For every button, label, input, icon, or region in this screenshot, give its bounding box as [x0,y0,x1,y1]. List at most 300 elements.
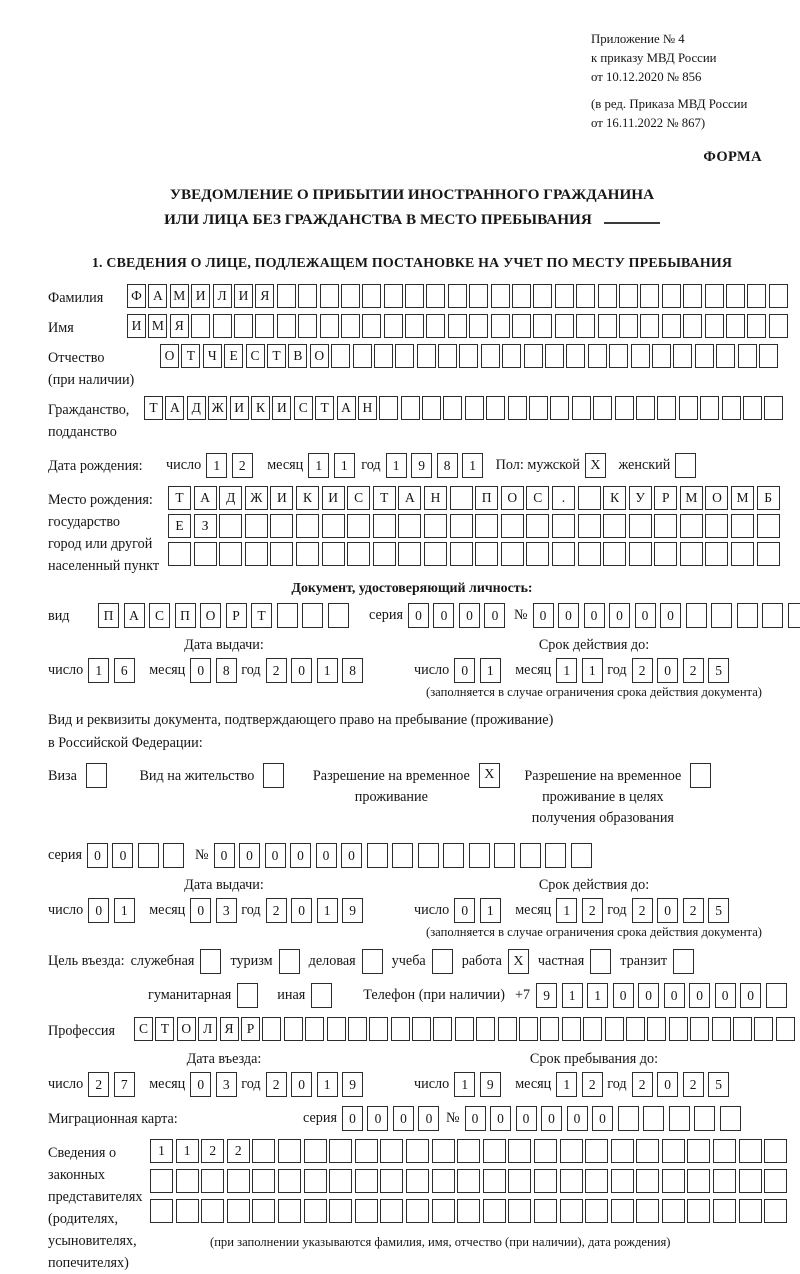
char-cell[interactable]: В [288,344,307,368]
sex-male-checkbox[interactable]: X [585,453,606,478]
char-cell[interactable]: 9 [342,898,363,923]
temp-residence-checkbox[interactable]: X [479,763,500,788]
char-cell[interactable]: 2 [683,898,704,923]
char-cell[interactable] [636,1169,659,1193]
char-cell[interactable] [754,1017,773,1041]
char-cell[interactable] [733,1017,752,1041]
char-cell[interactable] [533,284,552,308]
char-cell[interactable] [603,514,626,538]
char-cell[interactable] [722,396,741,420]
char-cell[interactable] [426,314,445,338]
char-cell[interactable] [640,284,659,308]
char-cell[interactable] [373,514,396,538]
char-cell[interactable]: 0 [558,603,579,628]
char-cell[interactable]: 1 [334,453,355,478]
char-cell[interactable] [560,1199,583,1223]
char-cell[interactable] [585,1139,608,1163]
char-cell[interactable] [747,314,766,338]
char-cell[interactable] [424,542,447,566]
char-cell[interactable] [705,514,728,538]
char-cell[interactable] [443,396,462,420]
char-cell[interactable] [576,284,595,308]
char-cell[interactable] [657,396,676,420]
char-cell[interactable]: М [170,284,189,308]
char-cell[interactable] [643,1106,664,1131]
char-cell[interactable] [769,314,788,338]
char-cell[interactable] [585,1199,608,1223]
char-cell[interactable] [640,314,659,338]
char-cell[interactable]: К [603,486,626,510]
char-cell[interactable]: О [705,486,728,510]
char-cell[interactable]: Н [424,486,447,510]
char-cell[interactable] [213,314,232,338]
char-cell[interactable] [731,514,754,538]
char-cell[interactable] [417,344,436,368]
char-cell[interactable] [494,843,515,868]
char-cell[interactable]: 1 [556,1072,577,1097]
char-cell[interactable] [329,1169,352,1193]
char-cell[interactable]: 3 [216,1072,237,1097]
char-cell[interactable] [227,1199,250,1223]
char-cell[interactable] [469,284,488,308]
char-cell[interactable] [687,1139,710,1163]
char-cell[interactable] [669,1017,688,1041]
char-cell[interactable] [690,1017,709,1041]
char-cell[interactable] [694,1106,715,1131]
char-cell[interactable] [731,542,754,566]
char-cell[interactable]: 1 [562,983,583,1008]
char-cell[interactable] [552,514,575,538]
char-cell[interactable] [562,1017,581,1041]
char-cell[interactable] [395,344,414,368]
purpose-work-checkbox[interactable]: X [508,949,529,974]
char-cell[interactable]: 0 [657,898,678,923]
char-cell[interactable] [654,542,677,566]
char-cell[interactable] [545,344,564,368]
char-cell[interactable]: 2 [232,453,253,478]
char-cell[interactable] [512,284,531,308]
char-cell[interactable]: 0 [454,658,475,683]
char-cell[interactable]: 1 [88,658,109,683]
char-cell[interactable]: Б [757,486,780,510]
char-cell[interactable] [433,1017,452,1041]
char-cell[interactable]: П [475,486,498,510]
char-cell[interactable] [615,396,634,420]
char-cell[interactable] [737,603,758,628]
char-cell[interactable] [138,843,159,868]
residence-permit-checkbox[interactable] [263,763,284,788]
char-cell[interactable] [519,1017,538,1041]
char-cell[interactable]: 1 [317,658,338,683]
char-cell[interactable]: А [337,396,356,420]
char-cell[interactable] [450,486,473,510]
char-cell[interactable]: И [230,396,249,420]
char-cell[interactable] [576,314,595,338]
char-cell[interactable] [571,843,592,868]
char-cell[interactable]: Т [267,344,286,368]
char-cell[interactable] [391,1017,410,1041]
char-cell[interactable] [716,344,735,368]
char-cell[interactable] [631,344,650,368]
char-cell[interactable]: 1 [317,898,338,923]
char-cell[interactable]: О [501,486,524,510]
char-cell[interactable] [278,1199,301,1223]
char-cell[interactable]: 0 [291,898,312,923]
char-cell[interactable] [680,514,703,538]
char-cell[interactable]: М [148,314,167,338]
char-cell[interactable]: Н [358,396,377,420]
char-cell[interactable] [234,314,253,338]
char-cell[interactable] [380,1139,403,1163]
char-cell[interactable] [534,1169,557,1193]
char-cell[interactable] [432,1199,455,1223]
char-cell[interactable] [219,542,242,566]
char-cell[interactable] [418,843,439,868]
char-cell[interactable] [163,843,184,868]
char-cell[interactable]: 3 [216,898,237,923]
char-cell[interactable] [227,1169,250,1193]
char-cell[interactable] [583,1017,602,1041]
char-cell[interactable] [560,1169,583,1193]
char-cell[interactable] [176,1169,199,1193]
char-cell[interactable]: 0 [433,603,454,628]
char-cell[interactable]: 0 [291,1072,312,1097]
char-cell[interactable] [598,284,617,308]
char-cell[interactable] [298,314,317,338]
char-cell[interactable] [578,486,601,510]
char-cell[interactable] [278,1169,301,1193]
char-cell[interactable] [711,603,732,628]
char-cell[interactable] [455,1017,474,1041]
char-cell[interactable]: С [246,344,265,368]
char-cell[interactable] [398,514,421,538]
char-cell[interactable] [498,1017,517,1041]
char-cell[interactable] [374,344,393,368]
char-cell[interactable] [469,843,490,868]
char-cell[interactable] [380,1199,403,1223]
char-cell[interactable]: И [272,396,291,420]
char-cell[interactable] [578,514,601,538]
char-cell[interactable] [252,1139,275,1163]
char-cell[interactable] [687,1169,710,1193]
char-cell[interactable] [245,514,268,538]
char-cell[interactable] [636,1199,659,1223]
purpose-study-checkbox[interactable] [432,949,453,974]
char-cell[interactable] [540,1017,559,1041]
char-cell[interactable] [759,344,778,368]
char-cell[interactable]: 2 [582,898,603,923]
char-cell[interactable]: 2 [266,1072,287,1097]
char-cell[interactable] [647,1017,666,1041]
char-cell[interactable]: 1 [480,658,501,683]
char-cell[interactable]: 0 [393,1106,414,1131]
char-cell[interactable] [262,1017,281,1041]
char-cell[interactable] [598,314,617,338]
char-cell[interactable]: Т [144,396,163,420]
char-cell[interactable]: Е [224,344,243,368]
char-cell[interactable] [566,344,585,368]
char-cell[interactable]: 0 [265,843,286,868]
char-cell[interactable] [662,1139,685,1163]
char-cell[interactable] [508,396,527,420]
char-cell[interactable]: Т [181,344,200,368]
char-cell[interactable] [369,1017,388,1041]
char-cell[interactable]: 2 [683,1072,704,1097]
char-cell[interactable] [412,1017,431,1041]
char-cell[interactable] [776,1017,795,1041]
char-cell[interactable] [695,344,714,368]
char-cell[interactable]: 0 [609,603,630,628]
char-cell[interactable] [322,514,345,538]
char-cell[interactable] [687,1199,710,1223]
char-cell[interactable] [401,396,420,420]
char-cell[interactable]: 0 [541,1106,562,1131]
char-cell[interactable]: 0 [613,983,634,1008]
char-cell[interactable] [201,1169,224,1193]
char-cell[interactable] [168,542,191,566]
char-cell[interactable] [686,603,707,628]
char-cell[interactable]: 1 [176,1139,199,1163]
char-cell[interactable] [662,284,681,308]
char-cell[interactable] [764,396,783,420]
char-cell[interactable] [764,1169,787,1193]
char-cell[interactable] [743,396,762,420]
char-cell[interactable] [502,344,521,368]
char-cell[interactable] [448,284,467,308]
char-cell[interactable]: 1 [582,658,603,683]
char-cell[interactable] [526,542,549,566]
char-cell[interactable] [483,1139,506,1163]
char-cell[interactable]: 0 [657,658,678,683]
char-cell[interactable] [320,314,339,338]
char-cell[interactable] [320,284,339,308]
char-cell[interactable] [304,1139,327,1163]
purpose-humanitarian-checkbox[interactable] [237,983,258,1008]
char-cell[interactable]: 1 [587,983,608,1008]
char-cell[interactable] [438,344,457,368]
char-cell[interactable] [424,514,447,538]
char-cell[interactable] [277,603,298,628]
char-cell[interactable]: 2 [266,898,287,923]
char-cell[interactable]: 0 [190,898,211,923]
char-cell[interactable]: Д [219,486,242,510]
char-cell[interactable]: 0 [484,603,505,628]
char-cell[interactable]: 0 [316,843,337,868]
char-cell[interactable]: С [294,396,313,420]
char-cell[interactable] [450,542,473,566]
char-cell[interactable]: 0 [454,898,475,923]
char-cell[interactable] [605,1017,624,1041]
char-cell[interactable] [450,514,473,538]
char-cell[interactable]: О [160,344,179,368]
char-cell[interactable]: 0 [418,1106,439,1131]
char-cell[interactable] [508,1199,531,1223]
char-cell[interactable] [270,542,293,566]
char-cell[interactable] [662,314,681,338]
char-cell[interactable] [252,1199,275,1223]
char-cell[interactable] [508,1169,531,1193]
char-cell[interactable]: 0 [567,1106,588,1131]
char-cell[interactable]: П [175,603,196,628]
char-cell[interactable] [322,542,345,566]
char-cell[interactable]: 0 [635,603,656,628]
char-cell[interactable] [270,514,293,538]
visa-checkbox[interactable] [86,763,107,788]
purpose-tourism-checkbox[interactable] [279,949,300,974]
char-cell[interactable] [501,542,524,566]
char-cell[interactable] [406,1169,429,1193]
char-cell[interactable] [284,1017,303,1041]
char-cell[interactable]: А [194,486,217,510]
char-cell[interactable] [347,542,370,566]
char-cell[interactable] [405,284,424,308]
char-cell[interactable] [194,542,217,566]
char-cell[interactable]: 9 [342,1072,363,1097]
char-cell[interactable] [712,1017,731,1041]
char-cell[interactable]: Д [187,396,206,420]
char-cell[interactable]: С [149,603,170,628]
char-cell[interactable] [457,1169,480,1193]
char-cell[interactable] [398,542,421,566]
char-cell[interactable] [578,542,601,566]
char-cell[interactable] [629,542,652,566]
char-cell[interactable] [384,314,403,338]
char-cell[interactable] [432,1139,455,1163]
char-cell[interactable] [764,1199,787,1223]
char-cell[interactable] [512,314,531,338]
char-cell[interactable] [405,314,424,338]
char-cell[interactable] [443,843,464,868]
char-cell[interactable]: 1 [206,453,227,478]
char-cell[interactable] [611,1169,634,1193]
char-cell[interactable]: 5 [708,1072,729,1097]
char-cell[interactable]: 2 [632,1072,653,1097]
char-cell[interactable]: 9 [411,453,432,478]
char-cell[interactable]: Я [220,1017,239,1041]
char-cell[interactable] [552,542,575,566]
char-cell[interactable]: 0 [638,983,659,1008]
purpose-transit-checkbox[interactable] [673,949,694,974]
char-cell[interactable]: Е [168,514,191,538]
char-cell[interactable] [426,284,445,308]
char-cell[interactable] [534,1139,557,1163]
char-cell[interactable]: Я [170,314,189,338]
char-cell[interactable] [475,514,498,538]
char-cell[interactable]: А [148,284,167,308]
char-cell[interactable] [302,603,323,628]
char-cell[interactable]: И [234,284,253,308]
purpose-business-checkbox[interactable] [362,949,383,974]
char-cell[interactable] [329,1199,352,1223]
char-cell[interactable]: С [526,486,549,510]
char-cell[interactable]: 2 [632,658,653,683]
char-cell[interactable]: 0 [190,658,211,683]
char-cell[interactable]: 8 [216,658,237,683]
char-cell[interactable] [705,542,728,566]
char-cell[interactable] [304,1169,327,1193]
char-cell[interactable] [611,1199,634,1223]
char-cell[interactable] [747,284,766,308]
char-cell[interactable] [766,983,787,1008]
char-cell[interactable]: Т [155,1017,174,1041]
char-cell[interactable] [219,514,242,538]
char-cell[interactable] [611,1139,634,1163]
char-cell[interactable] [245,542,268,566]
char-cell[interactable] [432,1169,455,1193]
char-cell[interactable]: 1 [150,1139,173,1163]
char-cell[interactable] [524,344,543,368]
char-cell[interactable]: 2 [88,1072,109,1097]
char-cell[interactable] [457,1199,480,1223]
char-cell[interactable] [726,284,745,308]
char-cell[interactable] [762,603,783,628]
char-cell[interactable]: 1 [308,453,329,478]
char-cell[interactable] [508,1139,531,1163]
char-cell[interactable] [636,396,655,420]
char-cell[interactable]: О [200,603,221,628]
char-cell[interactable] [362,314,381,338]
char-cell[interactable] [465,396,484,420]
char-cell[interactable] [305,1017,324,1041]
char-cell[interactable]: 0 [516,1106,537,1131]
char-cell[interactable] [353,344,372,368]
char-cell[interactable]: Т [168,486,191,510]
char-cell[interactable]: 0 [88,898,109,923]
char-cell[interactable] [373,542,396,566]
char-cell[interactable] [739,1169,762,1193]
char-cell[interactable] [481,344,500,368]
char-cell[interactable]: М [680,486,703,510]
char-cell[interactable] [448,314,467,338]
char-cell[interactable] [459,344,478,368]
char-cell[interactable] [355,1199,378,1223]
char-cell[interactable] [726,314,745,338]
char-cell[interactable] [150,1169,173,1193]
char-cell[interactable] [550,396,569,420]
char-cell[interactable] [486,396,505,420]
char-cell[interactable] [652,344,671,368]
char-cell[interactable]: 8 [437,453,458,478]
char-cell[interactable]: Ж [245,486,268,510]
char-cell[interactable]: У [629,486,652,510]
char-cell[interactable] [327,1017,346,1041]
char-cell[interactable] [769,284,788,308]
char-cell[interactable] [176,1199,199,1223]
char-cell[interactable]: 0 [592,1106,613,1131]
char-cell[interactable] [483,1199,506,1223]
char-cell[interactable]: 0 [239,843,260,868]
char-cell[interactable] [384,284,403,308]
char-cell[interactable]: 0 [112,843,133,868]
purpose-private-checkbox[interactable] [590,949,611,974]
char-cell[interactable] [545,843,566,868]
char-cell[interactable]: 1 [386,453,407,478]
char-cell[interactable] [379,396,398,420]
char-cell[interactable]: 0 [214,843,235,868]
char-cell[interactable] [555,284,574,308]
char-cell[interactable]: 1 [114,898,135,923]
char-cell[interactable]: Л [213,284,232,308]
char-cell[interactable] [629,514,652,538]
char-cell[interactable]: Ч [203,344,222,368]
char-cell[interactable]: А [398,486,421,510]
char-cell[interactable]: 0 [664,983,685,1008]
char-cell[interactable]: 8 [342,658,363,683]
char-cell[interactable] [304,1199,327,1223]
char-cell[interactable]: Т [315,396,334,420]
char-cell[interactable]: Т [251,603,272,628]
char-cell[interactable]: А [124,603,145,628]
